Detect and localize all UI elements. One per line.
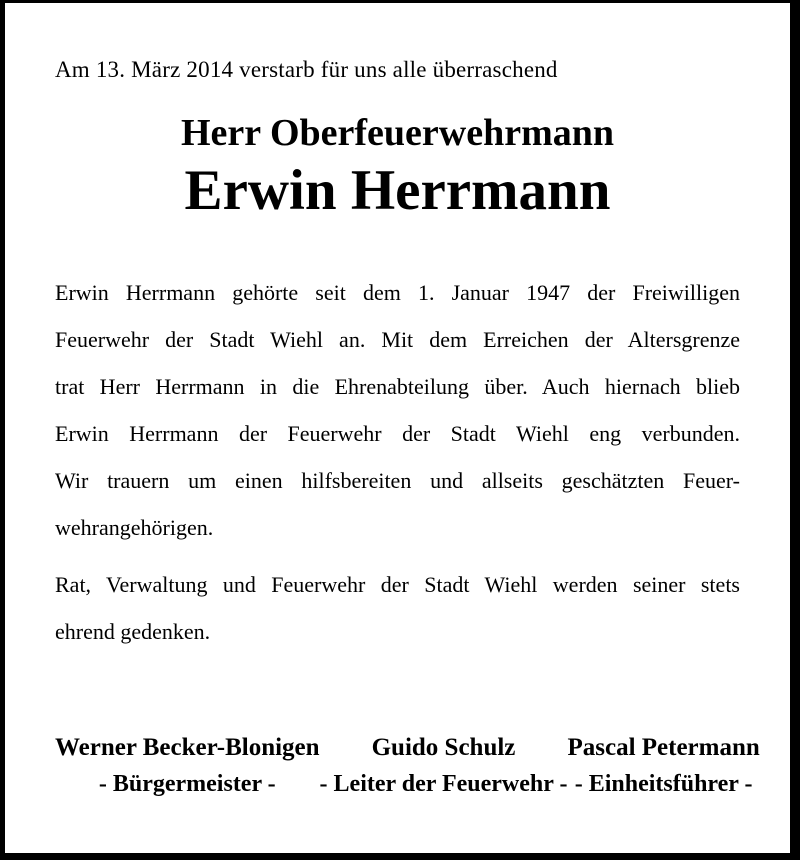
signatory-buergermeister	[55, 733, 320, 799]
signatory-name: Pascal Petermann	[567, 734, 760, 761]
closing-line: ehrend gedenken.	[55, 619, 211, 644]
signature-row	[55, 733, 760, 799]
honorific-title: Herr Oberfeuerwehrmann	[180, 112, 614, 154]
obituary-line: trat Herr Herrmann in die Ehrenabteilung über. Auch hiernach blieb	[55, 374, 740, 399]
signatory-name: Guido Schulz	[371, 734, 516, 761]
signatory-name: Werner Becker-Blonigen	[55, 734, 320, 761]
obituary-line: Wir trauern um einen hilfsbereiten und allseits geschätzten Feuer-	[55, 468, 740, 493]
closing-paragraph	[55, 561, 740, 655]
signatory-role: - Leiter der Feuerwehr -	[319, 771, 568, 797]
closing-line: Rat, Verwaltung und Feuerwehr der Stadt Wiehl werden seiner stets	[55, 572, 740, 597]
deceased-name: Erwin Herrmann	[184, 159, 611, 222]
obituary-line: wehrangehörigen.	[55, 515, 214, 540]
obituary-line: Erwin Herrmann der Feuerwehr der Stadt Wiehl eng verbunden.	[55, 421, 740, 446]
obituary-line: Feuerwehr der Stadt Wiehl an. Mit dem Erreichen der Altersgrenze	[55, 327, 740, 352]
obituary-paragraph	[55, 269, 740, 551]
obituary-line: Erwin Herrmann gehörte seit dem 1. Januar 1947 der Freiwilligen	[55, 280, 740, 305]
signatory-role: - Einheitsführer -	[574, 771, 753, 797]
death-notice	[5, 55, 790, 860]
signatory-role: - Bürgermeister -	[98, 771, 276, 797]
signatory-leiter-feuerwehr	[320, 733, 568, 799]
signatory-einheitsfuehrer	[567, 733, 759, 799]
intro-line: Am 13. März 2014 verstarb für uns alle überraschend	[55, 57, 558, 82]
